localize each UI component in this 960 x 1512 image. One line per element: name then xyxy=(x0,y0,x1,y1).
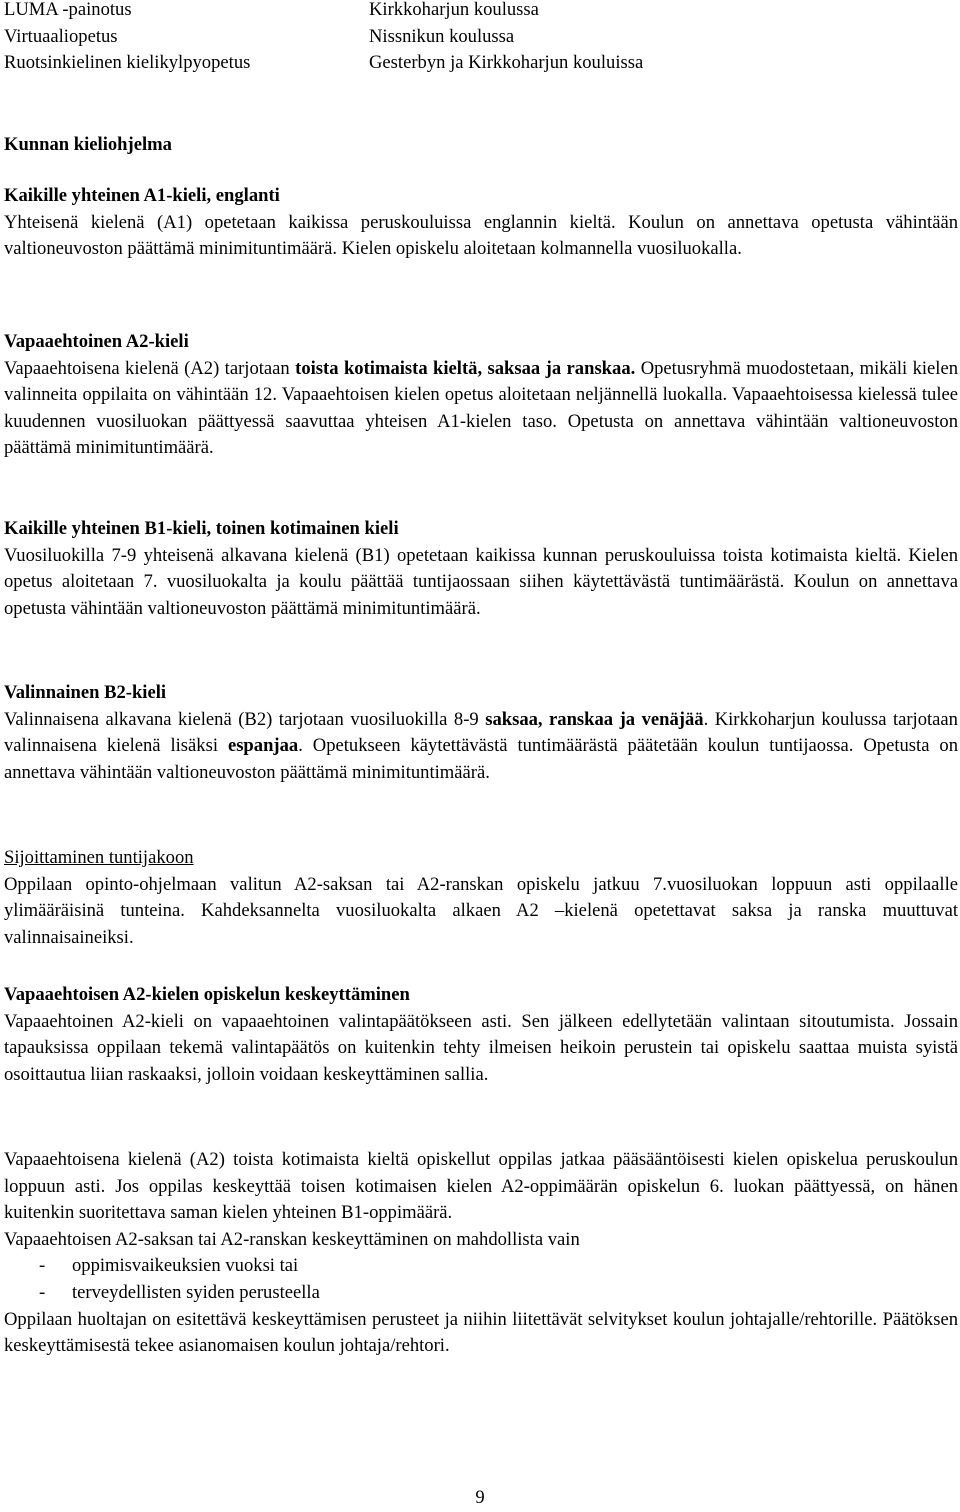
list-item xyxy=(4,1280,958,1307)
section-b1 xyxy=(4,516,958,622)
list-item xyxy=(4,1253,958,1280)
intro-row xyxy=(4,24,954,51)
intro-item-location: Nissnikun koulussa xyxy=(369,25,515,47)
section-heading: Sijoittaminen tuntijakoon xyxy=(4,847,194,868)
list-item-text: terveydellisten syiden perusteella xyxy=(72,1281,320,1303)
section-discontinue xyxy=(4,982,958,1088)
section-heading: Valinnainen B2-kieli xyxy=(4,682,167,703)
page-number: 9 xyxy=(475,1487,485,1508)
section-a2 xyxy=(4,329,958,462)
bold-language: espanjaa xyxy=(227,735,299,757)
bold-languages: toista kotimaista kieltä, saksaa ja ranskaa. xyxy=(295,357,636,379)
section-heading: Vapaaehtoinen A2-kieli xyxy=(4,331,189,352)
section-discontinue-continued xyxy=(4,1147,958,1360)
intro-row xyxy=(4,50,954,77)
section-text: Vapaaehtoisena kielenä (A2) toista kotimaista kieltä opiskellut oppilas jatkaa pääsääntöisesti kielen opiskelua peruskoulun loppuun asti. Jos oppilas keskeyttää toisen kotimaisen kielen A2-oppimäärän opiskelun 6. luokan päättyessä, on hänen kuitenkin suoritettava saman kielen yhteinen B1-oppimäärä. xyxy=(4,1149,958,1224)
intro-item-name: Ruotsinkielinen kielikylpyopetus xyxy=(4,52,251,74)
section-placement xyxy=(4,845,958,951)
section-text: Vapaaehtoisena kielenä (A2) tarjotaan toista kotimaista kieltä, saksaa ja ranskaa. Opetusryhmä muodostetaan, mikäli kielen valinneita oppilaita on vähintään 12. Vapaaehtoisen kielen opetus aloitetaan neljännellä luokalla. Vapaaehtoisessa kielessä tulee kuudennen vuosiluokan päättyessä saavuttaa yhteisen A1-kielen taso. Opetusta on annettava vähintään valtioneuvoston päättämä minimituntimäärä. xyxy=(4,357,958,459)
intro-item-location: Kirkkoharjun koulussa xyxy=(369,0,539,20)
intro-list xyxy=(4,0,954,77)
intro-item-location: Gesterbyn ja Kirkkoharjun kouluissa xyxy=(369,52,644,74)
section-heading: Vapaaehtoisen A2-kielen opiskelun keskeyttäminen xyxy=(4,984,410,1005)
list-item-text: oppimisvaikeuksien vuoksi tai xyxy=(72,1255,299,1277)
section-text: Yhteisenä kielenä (A1) opetetaan kaikissa peruskouluissa englannin kieltä. Koulun on annettava opetusta vähintään valtioneuvoston päättämä minimituntimäärä. Kielen opiskelu aloitetaan kolmannella vuosiluokalla. xyxy=(4,211,958,260)
intro-row xyxy=(4,0,954,24)
intro-item-name: LUMA -painotus xyxy=(4,0,132,20)
section-text: Vuosiluokilla 7-9 yhteisenä alkavana kielenä (B1) opetetaan kaikissa kunnan peruskouluissa toista kotimaista kieltä. Kielen opetus aloitetaan 7. vuosiluokalta ja koulu päättää tuntijaossaan siihen käytettävästä tuntimäärästä. Koulun on annettava opetusta vähintään valtioneuvoston päättämä minimituntimäärä. xyxy=(4,544,958,619)
section-text: Valinnaisena alkavana kielenä (B2) tarjotaan vuosiluokilla 8-9 saksaa, ranskaa ja venäjää. Kirkkoharjun koulussa tarjotaan valinnaisena kielenä lisäksi espanjaa. Opetukseen käytettävästä tuntimäärästä päätetään koulun tuntijaossa. Opetusta on annettava vähintään valtioneuvoston päättämä minimituntimäärä. xyxy=(4,708,958,783)
section-b2 xyxy=(4,680,958,786)
section-text: Oppilaan huoltajan on esitettävä keskeyttämisen perusteet ja niihin liitettävät selvitykset koulun johtajalle/rehtorille. Päätöksen keskeyttämisestä tekee asianomaisen koulun johtaja/rehtori. xyxy=(4,1308,958,1357)
bold-languages: saksaa, ranskaa ja venäjää xyxy=(485,708,704,730)
intro-item-name: Virtuaaliopetus xyxy=(4,25,118,47)
section-a1 xyxy=(4,183,958,263)
section-heading: Kaikille yhteinen A1-kieli, englanti xyxy=(4,185,280,206)
bullet-marker: - xyxy=(39,1255,46,1277)
section-heading: Kaikille yhteinen B1-kieli, toinen kotimainen kieli xyxy=(4,518,399,539)
main-heading: Kunnan kieliohjelma xyxy=(4,134,172,155)
section-text: Oppilaan opinto-ohjelmaan valitun A2-saksan tai A2-ranskan opiskelu jatkuu 7.vuosiluokan loppuun asti oppilaalle ylimääräisinä tunteina. Kahdeksannelta vuosiluokalta alkaen A2 –kielenä opetettavat saksa ja ranska muuttuvat valinnaisaineiksi. xyxy=(4,873,958,948)
section-text: Vapaaehtoinen A2-kieli on vapaaehtoinen valintapäätökseen asti. Sen jälkeen edellytetään valintaan sitoutumista. Jossain tapauksissa oppilaan tekemä valintapäätös on kuitenkin tehty ilmeisen heikoin perustein tai opiskelu saattaa muista syistä osoittautua liian raskaaksi, jolloin voidaan keskeyttäminen sallia. xyxy=(4,1010,958,1085)
bullet-marker: - xyxy=(39,1281,46,1303)
section-text: Vapaaehtoisen A2-saksan tai A2-ranskan keskeyttäminen on mahdollista vain xyxy=(4,1228,580,1250)
